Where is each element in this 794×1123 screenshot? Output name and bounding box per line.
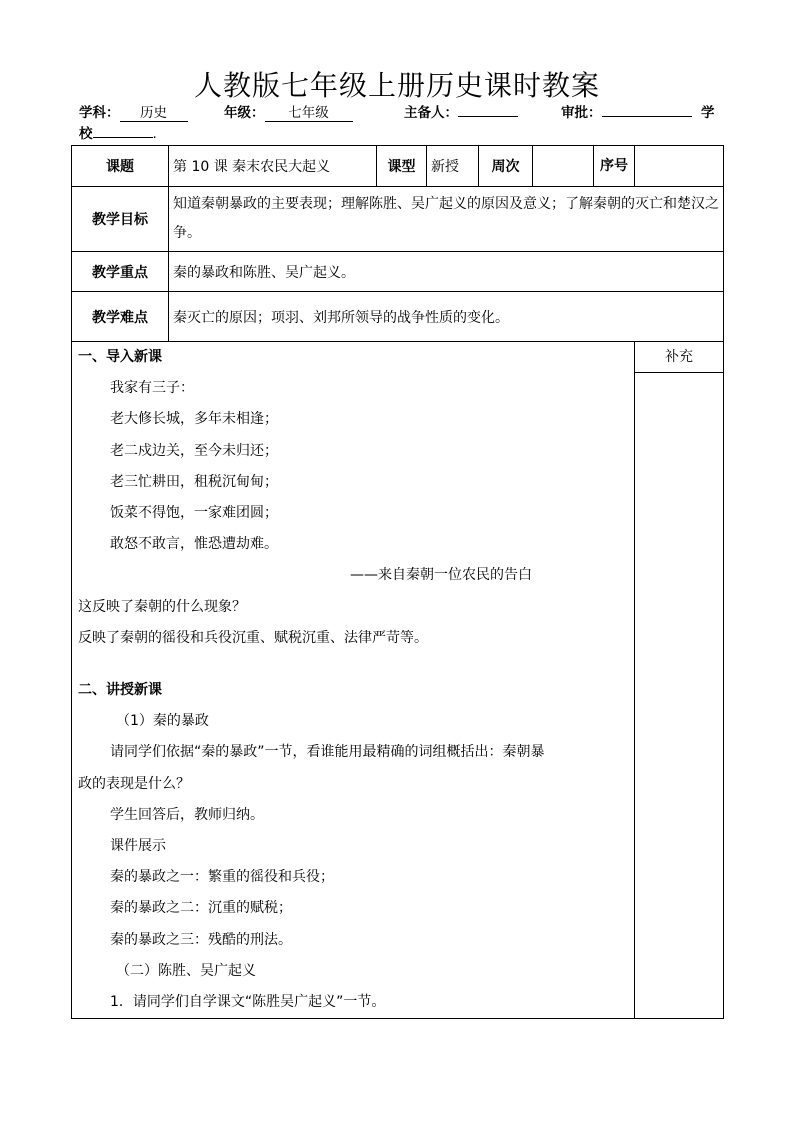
topic-label: 课题: [72, 146, 169, 187]
week-value: [533, 146, 594, 186]
poem-line: 敢怒不敢言，惟恐遭劫难。: [110, 536, 278, 553]
supplement-column: [635, 342, 724, 1019]
subsection-tyranny: （1）秦的暴政: [116, 713, 209, 730]
school-label-b: 校: [79, 126, 93, 142]
topic-value: 第 10 课 秦末农民大起义: [169, 146, 377, 187]
page-title: 人教版七年级上册历史课时教案: [193, 69, 600, 102]
tyranny-item: 秦的暴政之一：繁重的徭役和兵役；: [110, 869, 334, 886]
subject-value: 历史: [120, 106, 188, 122]
approval-label: 审批：: [561, 105, 602, 121]
subject-label: 学科：: [79, 105, 120, 121]
difficulties-label: 教学难点: [72, 292, 169, 342]
poem-source: ——来自秦朝一位农民的告白: [350, 567, 532, 584]
poem-line: 我家有三子：: [110, 380, 194, 397]
key-points-text: 秦的暴政和陈胜、吴广起义。: [169, 252, 724, 292]
preparer-value: [458, 116, 518, 117]
week-label: 周次: [479, 146, 533, 187]
lesson-content-cell: [72, 342, 635, 1019]
list-item: 1．请同学们自学课文“陈胜吴广起义”一节。: [110, 994, 386, 1011]
question: 这反映了秦朝的什么现象？: [78, 598, 246, 615]
type-label: 课型: [377, 146, 427, 187]
school-value: [93, 137, 153, 138]
meta-block: [79, 103, 719, 145]
goals-label: 教学目标: [72, 187, 169, 252]
poem-line: 老二戍边关，至今未归还；: [110, 442, 278, 459]
answer: 反映了秦朝的徭役和兵役沉重、赋税沉重、法律严苛等。: [78, 629, 428, 646]
supplement-label: 补充: [635, 342, 723, 373]
tyranny-item: 秦的暴政之二：沉重的赋税；: [110, 900, 292, 917]
difficulties-text: 秦灭亡的原因；项羽、刘邦所领导的战争性质的变化。: [169, 292, 724, 342]
approval-value: [602, 116, 692, 117]
paragraph: 课件展示: [110, 838, 166, 855]
poem-line: 老三忙耕田，租税沉甸甸；: [110, 473, 278, 490]
grade-label: 年级：: [224, 105, 265, 121]
tyranny-item: 秦的暴政之三：残酷的刑法。: [110, 931, 292, 948]
poem-line: 老大修长城，多年未相逢；: [110, 411, 278, 428]
grade-value: 七年级: [265, 106, 353, 122]
paragraph: 请同学们依据“秦的暴政”一节，看谁能用最精确的词组概括出：秦朝暴: [110, 744, 545, 761]
section-intro-title: 一、导入新课: [78, 349, 162, 365]
goals-text: 知道秦朝暴政的主要表现；理解陈胜、吴广起义的原因及意义；了解秦朝的灭亡和楚汉之争。: [169, 187, 724, 252]
type-value: 新授: [427, 146, 479, 187]
preparer-label: 主备人：: [404, 105, 458, 121]
seq-label: 序号: [600, 158, 628, 174]
paragraph-cont: 政的表现是什么？: [78, 775, 190, 792]
seq-value: [635, 146, 724, 187]
key-points-label: 教学重点: [72, 252, 169, 292]
lesson-plan-table: [71, 145, 724, 1019]
subsection-uprising: （二）陈胜、吴广起义: [116, 962, 256, 979]
section-new-lesson-title: 二、讲授新课: [78, 682, 162, 699]
meta-period: .: [152, 126, 157, 142]
school-label-a: 学: [701, 105, 715, 121]
poem-line: 饭菜不得饱，一家难团圆；: [110, 505, 278, 522]
paragraph: 学生回答后，教师归纳。: [110, 806, 264, 823]
